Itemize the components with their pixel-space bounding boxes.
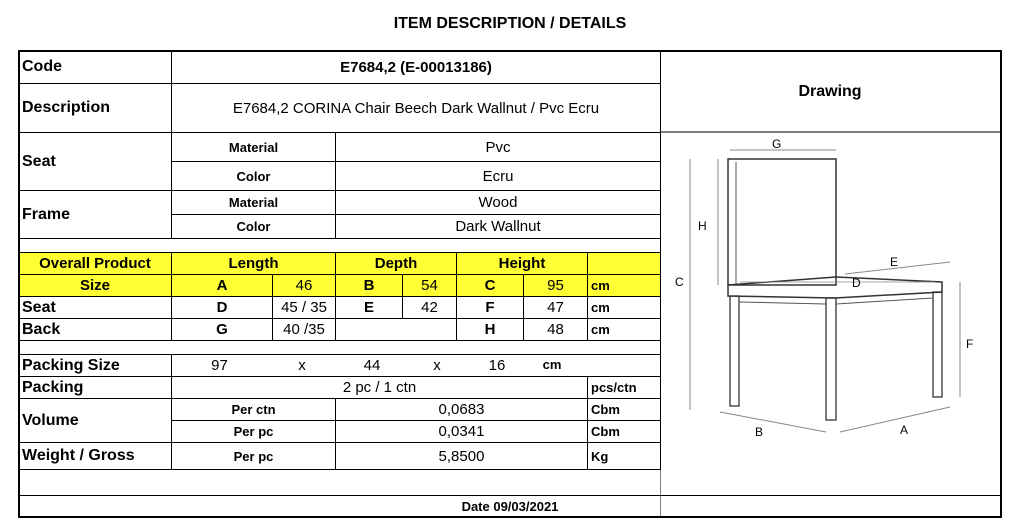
weight-unit: Kg bbox=[588, 443, 661, 470]
packing-unit: pcs/ctn bbox=[588, 377, 661, 399]
weight-value: 5,8500 bbox=[336, 443, 588, 470]
page-title: ITEM DESCRIPTION / DETAILS bbox=[393, 15, 627, 32]
dim-a-value: 46 bbox=[273, 275, 336, 297]
overall-unit: cm bbox=[588, 275, 661, 297]
dim-h: H bbox=[457, 319, 524, 341]
volume-per-pc-unit: Cbm bbox=[588, 421, 661, 443]
dim-f: F bbox=[457, 297, 524, 319]
volume-per-pc-value: 0,0341 bbox=[336, 421, 588, 443]
overall-size-label2: Size bbox=[19, 275, 172, 297]
dim-e-value: 42 bbox=[403, 297, 457, 319]
depth-label: Depth bbox=[336, 253, 457, 275]
code-label: Code bbox=[19, 51, 172, 84]
overall-size-label1: Overall Product bbox=[19, 253, 172, 275]
packing-length: 97 bbox=[211, 357, 228, 374]
packing-label: Packing bbox=[19, 377, 172, 399]
label-d: D bbox=[852, 276, 861, 290]
back-dim-unit: cm bbox=[588, 319, 661, 341]
dim-e: E bbox=[336, 297, 403, 319]
dim-d: D bbox=[172, 297, 273, 319]
dim-g: G bbox=[172, 319, 273, 341]
label-b: B bbox=[755, 425, 764, 439]
back-dim-label: Back bbox=[19, 319, 172, 341]
seat-label: Seat bbox=[19, 133, 172, 191]
date-footer: Date 09/03/2021 bbox=[18, 495, 1002, 519]
packing-size-unit: cm bbox=[542, 357, 562, 372]
packing-height: 16 bbox=[488, 357, 506, 374]
weight-per-pc-label: Per pc bbox=[172, 443, 336, 470]
label-e: E bbox=[890, 255, 899, 269]
volume-per-pc-label: Per pc bbox=[172, 421, 336, 443]
frame-color-value: Dark Wallnut bbox=[336, 215, 661, 239]
code-value: E7684,2 (E-00013186) bbox=[172, 51, 661, 84]
height-label: Height bbox=[457, 253, 588, 275]
frame-color-label: Color bbox=[172, 215, 336, 239]
weight-label: Weight / Gross bbox=[19, 443, 172, 470]
dim-c-value: 95 bbox=[524, 275, 588, 297]
dim-f-value: 47 bbox=[524, 297, 588, 319]
seat-dim-unit: cm bbox=[588, 297, 661, 319]
seat-material-label: Material bbox=[172, 133, 336, 162]
dim-b: B bbox=[336, 275, 403, 297]
length-label: Length bbox=[172, 253, 336, 275]
dim-a: A bbox=[172, 275, 273, 297]
volume-per-ctn-unit: Cbm bbox=[588, 399, 661, 421]
packing-x2: x bbox=[433, 357, 441, 374]
frame-material-label: Material bbox=[172, 191, 336, 215]
dim-d-value: 45 / 35 bbox=[273, 297, 336, 319]
label-h: H bbox=[698, 219, 707, 233]
volume-per-ctn-value: 0,0683 bbox=[336, 399, 588, 421]
packing-width: 44 bbox=[363, 357, 381, 374]
frame-material-value: Wood bbox=[336, 191, 661, 215]
volume-label: Volume bbox=[19, 399, 172, 443]
seat-color-value: Ecru bbox=[336, 162, 661, 191]
description-value: E7684,2 CORINA Chair Beech Dark Wallnut / Pvc Ecru bbox=[172, 84, 661, 133]
packing-size-label: Packing Size bbox=[19, 355, 172, 377]
label-a: A bbox=[900, 423, 909, 437]
frame-label: Frame bbox=[19, 191, 172, 239]
label-f: F bbox=[966, 337, 974, 351]
drawing-title: Drawing bbox=[798, 83, 862, 100]
packing-value: 2 pc / 1 ctn bbox=[172, 377, 588, 399]
label-c: C bbox=[675, 275, 684, 289]
seat-color-label: Color bbox=[172, 162, 336, 191]
seat-dim-label: Seat bbox=[19, 297, 172, 319]
dim-c: C bbox=[457, 275, 524, 297]
dim-g-value: 40 /35 bbox=[273, 319, 336, 341]
label-g: G bbox=[772, 137, 782, 151]
volume-per-ctn-label: Per ctn bbox=[172, 399, 336, 421]
packing-x1: x bbox=[298, 357, 306, 374]
seat-material-value: Pvc bbox=[336, 133, 661, 162]
description-label: Description bbox=[19, 84, 172, 133]
dim-h-value: 48 bbox=[524, 319, 588, 341]
chair-drawing bbox=[660, 52, 1000, 516]
dim-b-value: 54 bbox=[403, 275, 457, 297]
